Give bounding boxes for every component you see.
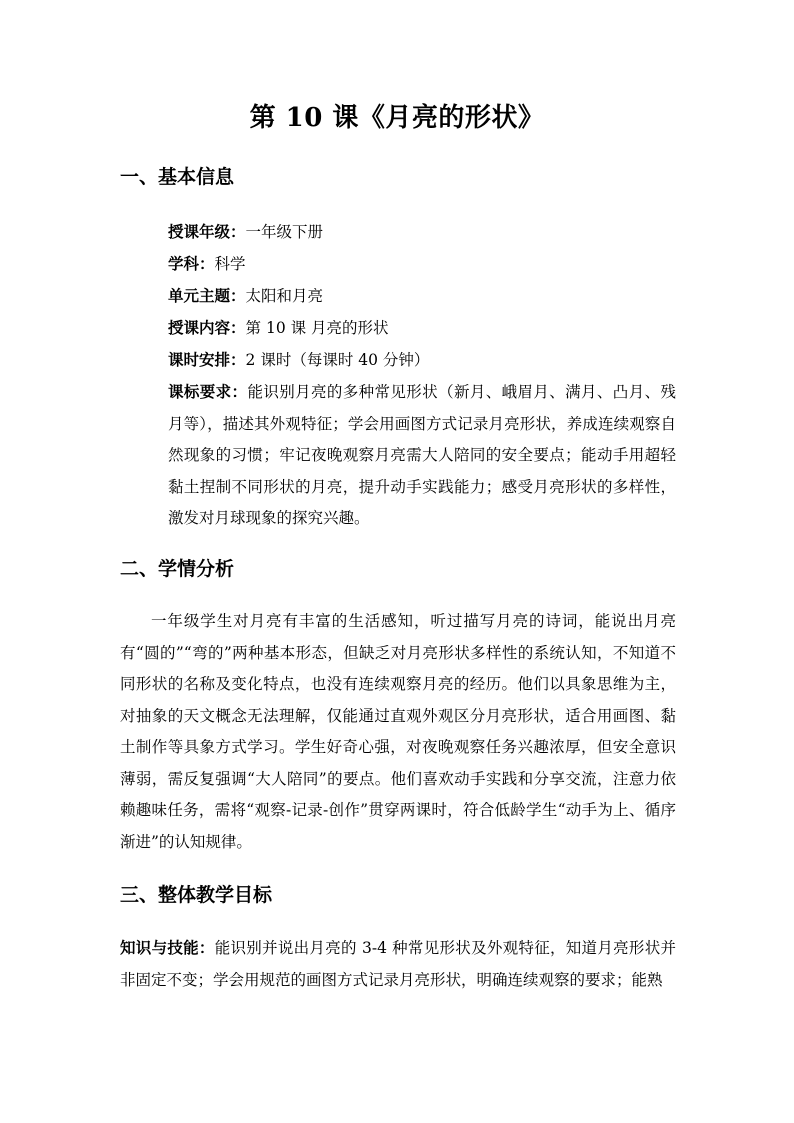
info-standard-label: 课标要求	[168, 382, 232, 401]
info-grade: 授课年级：一年级下册	[168, 222, 324, 241]
info-schedule-value: 2 课时（每课时 40 分钟）	[245, 351, 430, 369]
basic-info-block	[168, 216, 678, 535]
section-heading-student-analysis: 二、学情分析	[120, 558, 235, 580]
goal-knowledge-skills: 知识与技能：能识别并说出月亮的 3-4 种常见形状及外观特征，知道月亮形状并非固定不变；学会用规范的画图方式记录月亮形状，明确连续观察的要求；能熟	[120, 938, 676, 989]
section-heading-teaching-goals: 三、整体教学目标	[120, 884, 273, 906]
info-standard-value: 能识别月亮的多种常见形状（新月、峨眉月、满月、凸月、残月等），描述其外观特征；学会用画图方式记录月亮形状，养成连续观察自然现象的习惯；牢记夜晚观察月亮需大人陪同的安全要点；能动手用超轻黏土捏制不同形状的月亮，提升动手实践能力；感受月亮形状的多样性，激发对月球现象的探究兴趣。	[168, 383, 676, 527]
goal-knowledge-skills-label: 知识与技能	[120, 938, 199, 957]
info-subject: 学科：科学	[168, 254, 246, 273]
info-unit-value: 太阳和月亮	[245, 287, 324, 305]
info-unit: 单元主题：太阳和月亮	[168, 286, 324, 305]
section-heading-basic-info: 一、基本信息	[120, 166, 235, 188]
info-grade-label: 授课年级	[168, 222, 231, 241]
info-unit-label: 单元主题	[168, 286, 231, 305]
info-subject-value: 科学	[214, 255, 246, 273]
info-subject-label: 学科	[168, 254, 200, 273]
info-content: 授课内容：第 10 课 月亮的形状	[168, 318, 389, 337]
goal-knowledge-skills-value: 能识别并说出月亮的 3-4 种常见形状及外观特征，知道月亮形状并非固定不变；学会用规范的画图方式记录月亮形状，明确连续观察的要求；能熟	[120, 939, 676, 989]
info-standard: 课标要求：能识别月亮的多种常见形状（新月、峨眉月、满月、凸月、残月等），描述其外观特征；学会用画图方式记录月亮形状，养成连续观察自然现象的习惯；牢记夜晚观察月亮需大人陪同的安全要点；能动手用超轻黏土捏制不同形状的月亮，提升动手实践能力；感受月亮形状的多样性，激发对月球现象的探究兴趣。	[168, 382, 676, 527]
info-schedule: 课时安排：2 课时（每课时 40 分钟）	[168, 350, 430, 369]
document-title: 第 10 课《月亮的形状》	[249, 103, 545, 133]
info-content-label: 授课内容	[168, 318, 231, 337]
student-analysis-paragraph: 一年级学生对月亮有丰富的生活感知，听过描写月亮的诗词，能说出月亮有“圆的”“弯的”两种基本形态，但缺乏对月亮形状多样性的系统认知，不知道不同形状的名称及变化特点，也没有连续观察月亮的经历。他们以具象思维为主，对抽象的天文概念无法理解，仅能通过直观外观区分月亮形状，适合用画图、黏土制作等具象方式学习。学生好奇心强，对夜晚观察任务兴趣浓厚，但安全意识薄弱，需反复强调“大人陪同”的要点。他们喜欢动手实践和分享交流，注意力依赖趣味任务，需将“观察-记录-创作”贯穿两课时，符合低龄学生“动手为上、循序渐进”的认知规律。	[120, 612, 676, 851]
info-content-value: 第 10 课 月亮的形状	[245, 319, 389, 337]
info-schedule-label: 课时安排	[168, 350, 231, 369]
info-grade-value: 一年级下册	[245, 223, 324, 241]
